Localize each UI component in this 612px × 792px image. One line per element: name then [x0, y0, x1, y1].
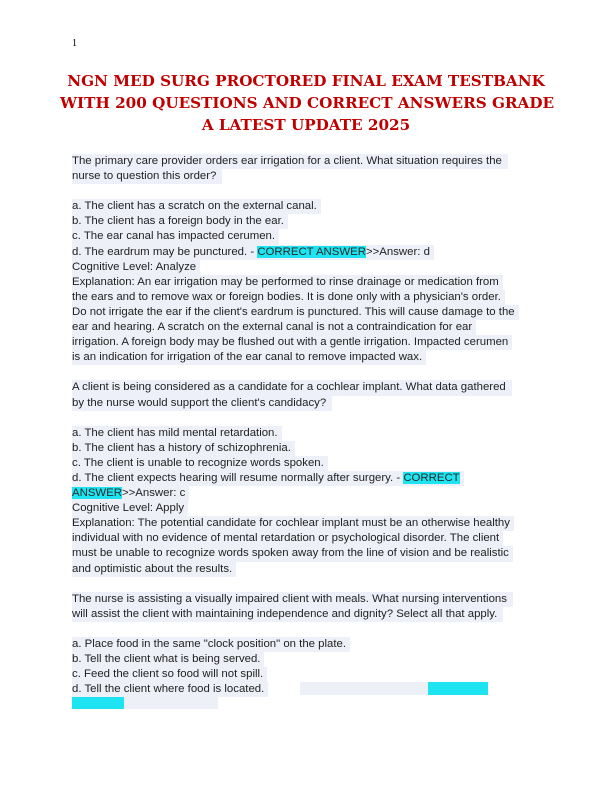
- line-shade-fragment: [300, 682, 428, 695]
- q2-explanation-line-3: must be unable to recognize words spoken away from the line of vision and be realistic: [72, 546, 513, 561]
- q1-stem-line-2: nurse to question this order?: [72, 169, 222, 184]
- q2-option-b: b. The client has a history of schizophrenia.: [72, 441, 295, 456]
- q1-explanation-line-1: Explanation: An ear irrigation may be performed to rinse drainage or medication from: [72, 275, 503, 290]
- q1-correct-answer-label: CORRECT ANSWER: [257, 245, 366, 258]
- document-title: [60, 70, 555, 136]
- title-line-2: WITH 200 QUESTIONS AND CORRECT ANSWERS GRADE: [60, 94, 555, 112]
- highlight-fragment-1: [428, 682, 488, 695]
- q1-answer: >>Answer: d: [365, 245, 430, 258]
- q3-option-d: d. Tell the client where food is located.: [72, 682, 268, 697]
- q2-stem-line-1: A client is being considered as a candidate for a cochlear implant. What data gathered: [72, 380, 512, 395]
- q1-cognitive-level: Cognitive Level: Analyze: [72, 260, 200, 275]
- q3-stem-line-1: The nurse is assisting a visually impaired client with meals. What nursing interventions: [72, 592, 513, 607]
- highlight-fragment-2: [72, 697, 124, 709]
- q1-stem-line-1: The primary care provider orders ear irrigation for a client. What situation requires the: [72, 154, 508, 169]
- q3-stem-line-2: will assist the client with maintaining independence and dignity? Select all that apply.: [72, 607, 503, 622]
- q2-stem-line-2: by the nurse would support the client's candidacy?: [72, 396, 332, 411]
- title-line-3: A LATEST UPDATE 2025: [201, 116, 411, 134]
- q1-explanation-line-2: the ears and to remove wax or foreign bodies. It is done only with a physician's order.: [72, 290, 505, 305]
- q2-correct-label-part2: ANSWER: [72, 487, 122, 500]
- q1-option-d: d. The eardrum may be punctured. -: [72, 245, 258, 258]
- q3-option-a: a. Place food in the same "clock position" on the plate.: [72, 637, 350, 652]
- q2-answer: >>Answer: c: [122, 487, 186, 500]
- q2-option-a: a. The client has mild mental retardation.: [72, 426, 282, 441]
- page-number: 1: [72, 38, 77, 49]
- q2-correct-label-part1: CORRECT: [403, 471, 460, 484]
- q2-cognitive-level: Cognitive Level: Apply: [72, 501, 188, 516]
- q1-option-b: b. The client has a foreign body in the ear.: [72, 214, 288, 229]
- q2-option-d: d. The client expects hearing will resume normally after surgery. -: [72, 471, 404, 484]
- q1-option-a: a. The client has a scratch on the external canal.: [72, 199, 321, 214]
- q2-explanation-line-4: and optimistic about the results.: [72, 562, 236, 577]
- q3-option-c: c. Feed the client so food will not spill.: [72, 667, 267, 682]
- q1-option-c: c. The ear canal has impacted cerumen.: [72, 229, 279, 244]
- q2-explanation-line-1: Explanation: The potential candidate for cochlear implant must be an otherwise healthy: [72, 516, 514, 531]
- q3-option-b: b. Tell the client what is being served.: [72, 652, 264, 667]
- title-line-1: NGN MED SURG PROCTORED FINAL EXAM TESTBANK: [67, 72, 545, 90]
- q2-explanation-line-2: individual with no evidence of mental retardation or psychological disorder. The client: [72, 531, 503, 546]
- q1-explanation-line-3: Do not irrigate the ear if the client's eardrum is punctured. This will cause damage to the: [72, 305, 519, 320]
- q1-explanation-line-4: ear and hearing. A scratch on the external canal is not a contraindication for ear: [72, 320, 476, 335]
- document-body: [72, 154, 542, 697]
- q2-option-c: c. The client is unable to recognize words spoken.: [72, 456, 328, 471]
- q1-explanation-line-6: is an indication for irrigation of the ear canal to remove impacted wax.: [72, 350, 426, 365]
- q1-explanation-line-5: irrigation. A foreign body may be flushed out with a gentle irrigation. Impacted cerumen: [72, 335, 512, 350]
